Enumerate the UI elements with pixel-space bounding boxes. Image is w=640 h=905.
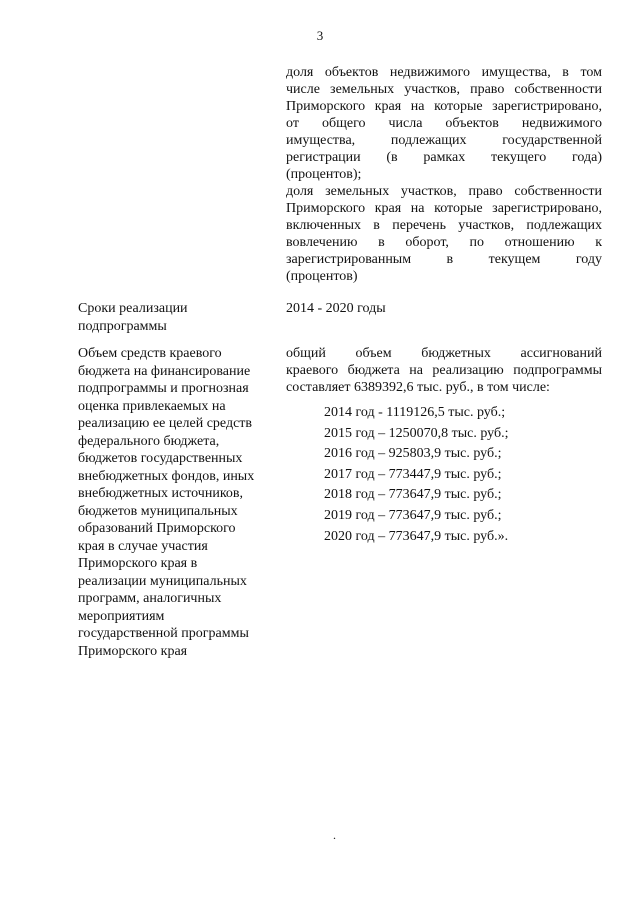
label-line: Приморского края в [78, 556, 198, 571]
year-item: 2019 год – 773647,9 тыс. руб.; [324, 507, 502, 523]
label-line: Объем средств краевого [78, 346, 222, 361]
text-line: включенных в перечень участков, подлежащих [286, 218, 602, 233]
funding-years-list [324, 403, 509, 547]
text-line: вовлечению в оборот, по отношению к [286, 235, 602, 250]
year-item: 2015 год – 1250070,8 тыс. руб.; [324, 425, 509, 441]
year-item: 2018 год – 773647,9 тыс. руб.; [324, 487, 502, 503]
indicator-paragraph-1 [286, 64, 602, 183]
terms-label [78, 300, 278, 335]
text-line: (процентов); [286, 167, 362, 182]
label-line: реализации муниципальных [78, 573, 247, 589]
funding-label [78, 345, 278, 660]
year-item: 2020 год – 773647,9 тыс. руб.». [324, 528, 509, 544]
text-line: доля земельных участков, право собственности [286, 184, 602, 199]
label-line: бюджетов муниципальных [78, 503, 238, 519]
text-line: регистрации (в рамках текущего года) [286, 150, 602, 165]
footer-mark: . [333, 828, 336, 842]
text-line: общий объем бюджетных ассигнований [286, 346, 602, 361]
text-line: имущества, подлежащих государственной [286, 133, 602, 148]
terms-value [286, 300, 602, 317]
page-number: 3 [316, 28, 324, 43]
label-line: бюджета на финансирование [78, 363, 251, 379]
label-line: подпрограммы [78, 318, 167, 334]
text-line: числе земельных участков, право собственности [286, 82, 602, 97]
text-line: доля объектов недвижимого имущества, в том [286, 65, 602, 80]
label-line: внебюджетных источников, [78, 486, 244, 501]
text-line: Приморского края на которые зарегистрировано, [286, 99, 602, 114]
label-line: края в случае участия [78, 538, 208, 554]
label-line: реализацию ее целей средств [78, 416, 253, 431]
year-item: 2014 год - 1119126,5 тыс. руб.; [324, 405, 506, 420]
text-line: зарегистрированным в текущем году [286, 252, 602, 267]
label-line: внебюджетных фондов, иных [78, 468, 255, 484]
funding-intro [286, 345, 602, 396]
text-line: краевого бюджета на реализацию подпрограммы [286, 363, 602, 378]
indicator-paragraph-2 [286, 183, 602, 285]
label-line: оценка привлекаемых на [78, 398, 226, 414]
label-line: государственной программы [78, 626, 249, 641]
label-line: Сроки реализации [78, 301, 188, 316]
label-line: Приморского края [78, 643, 188, 659]
text-line: от общего числа объектов недвижимого [286, 116, 602, 131]
text-line: (процентов) [286, 269, 358, 284]
label-line: мероприятиям [78, 608, 165, 624]
text-line: составляет 6389392,6 тыс. руб., в том числе: [286, 380, 550, 395]
label-line: федерального бюджета, [78, 433, 220, 449]
label-line: образований Приморского [78, 521, 236, 536]
label-line: бюджетов государственных [78, 451, 243, 466]
label-line: подпрограммы и прогнозная [78, 381, 249, 396]
text-line: Приморского края на которые зарегистрировано, [286, 201, 602, 216]
terms-value-text: 2014 - 2020 годы [286, 301, 386, 316]
year-item: 2016 год – 925803,9 тыс. руб.; [324, 446, 502, 462]
label-line: программ, аналогичных [78, 591, 222, 606]
year-item: 2017 год – 773447,9 тыс. руб.; [324, 466, 502, 482]
